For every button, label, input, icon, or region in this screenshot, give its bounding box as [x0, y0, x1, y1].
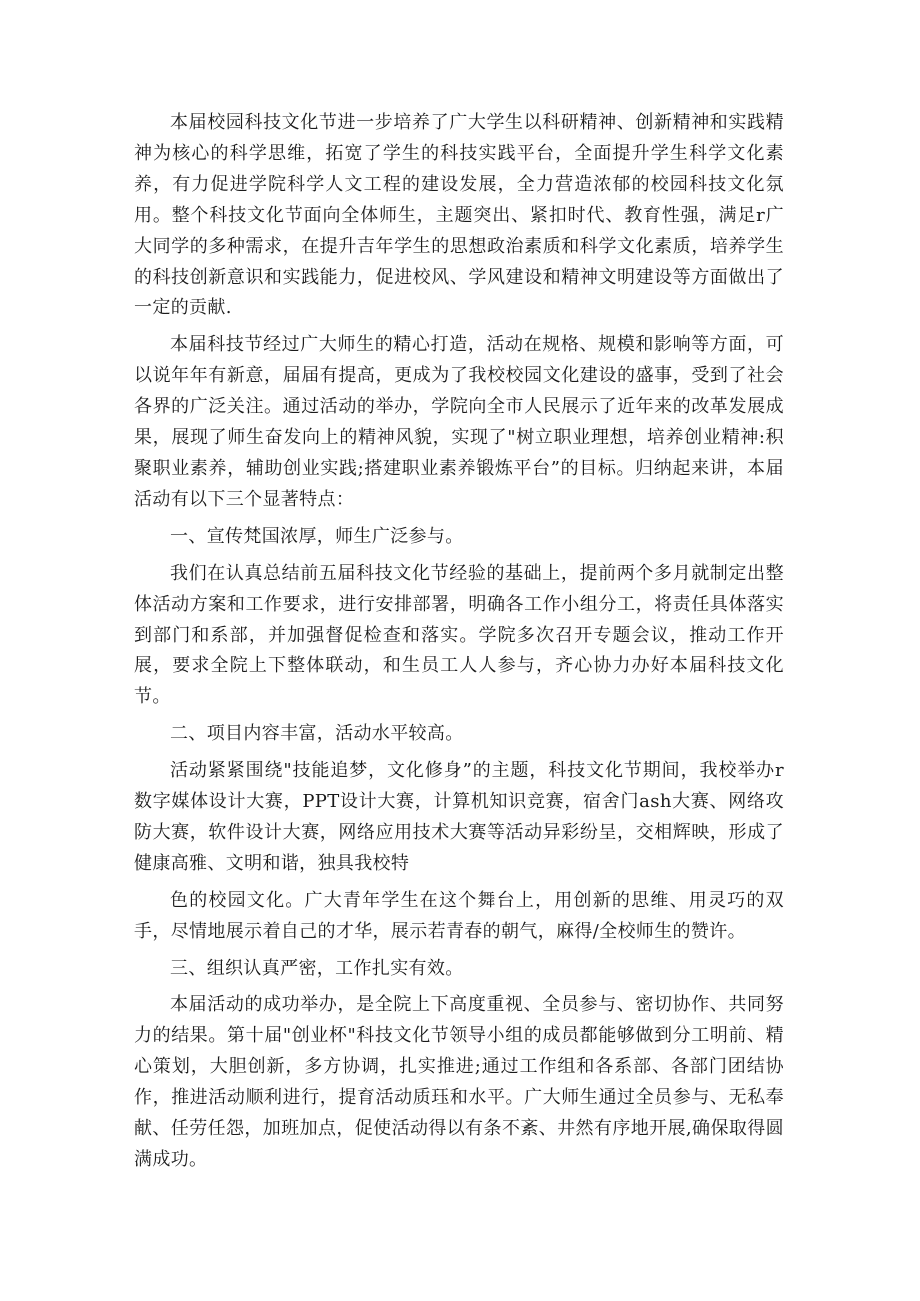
- section-heading-1: 一、宣传梵国浓厚，师生广泛参与。: [170, 525, 464, 547]
- paragraph-section-2: 活动紧紧围绕"技能追梦，文化修身”的主题，科技文化节期间，我校举办r数字媒体设计大赛，PPT设计大赛，计算机知识竞赛，宿舍门ash大赛、网络攻防大赛，软件设计大赛，网络应用技术大赛等活动异彩纷呈，交相辉映，形成了健康高雅、文明和谐，独具我校特: [134, 760, 784, 874]
- paragraph-section-2-continued: 色的校园文化。广大青年学生在这个舞台上，用创新的思维、用灵巧的双手，尽情地展示着自己的才华，展示若青春的朝气，麻得/全校师生的赞许。: [134, 889, 784, 942]
- paragraph-achievements: 本届科技节经过广大师生的精心打造，活动在规格、规模和影响等方面，可以说年年有新意，届届有提高，更成为了我校校园文化建设的盛事，受到了社会各界的广泛关注。通过活动的举办，学院向全市人民展示了近年来的改革发展成果，展现了师生奋发向上的精神风貌，实现了"树立职业理想，培养创业精神:积聚职业素养，辅助创业实践;搭建职业素养锻炼平台”的目标。归纳起来讲，本届活动有以下三个显著特点：: [134, 334, 784, 510]
- section-heading-2: 二、项目内容丰富，活动水平较高。: [170, 723, 464, 745]
- paragraph-section-1: 我们在认真总结前五届科技文化节经验的基础上，提前两个多月就制定出整体活动方案和工作要求，进行安排部署，明确各工作小组分工，将责任具体落实到部门和系部，并加强督促检查和落实。学院多次召开专题会议，推动工作开展，要求全院上下整体联动，和生员工人人参与，齐心协力办好本届科技文化节。: [134, 562, 784, 708]
- paragraph-intro: 本届校园科技文化节进一步培养了广大学生以科研精神、创新精神和实践精神为核心的科学思维，拓宽了学生的科技实践平台，全面提升学生科学文化素养，有力促进学院科学人文工程的建设发展，全力营造浓郁的校园科技文化氛用。整个科技文化节面向全体师生，主题突出、紧扣时代、教育性强，满足r广大同学的多种需求，在提升吉年学生的思想政治素质和科学文化素质，培养学生的科技创新意识和实践能力，促进校风、学风建设和精神文明建设等方面做出了一定的贡献.: [134, 112, 784, 319]
- paragraph-section-3: 本届活动的成功举办，是全院上下高度重视、全员参与、密切协作、共同努力的结果。第十届"创业杯"科技文化节领导小组的成员都能够做到分工明前、精心策划，大胆创新，多方协调，扎实推进;通过工作组和各系部、各部门团结协作，推进活动顺利进行，提育活动质珏和水平。广大师生通过全员参与、无私奉献、任劳任怨，加班加点，促使活动得以有条不紊、井然有序地开展,确保取得圆满成功。: [134, 994, 784, 1170]
- document-body: [134, 108, 784, 1182]
- section-heading-3: 三、组织认真严密，工作扎实有效。: [170, 957, 464, 979]
